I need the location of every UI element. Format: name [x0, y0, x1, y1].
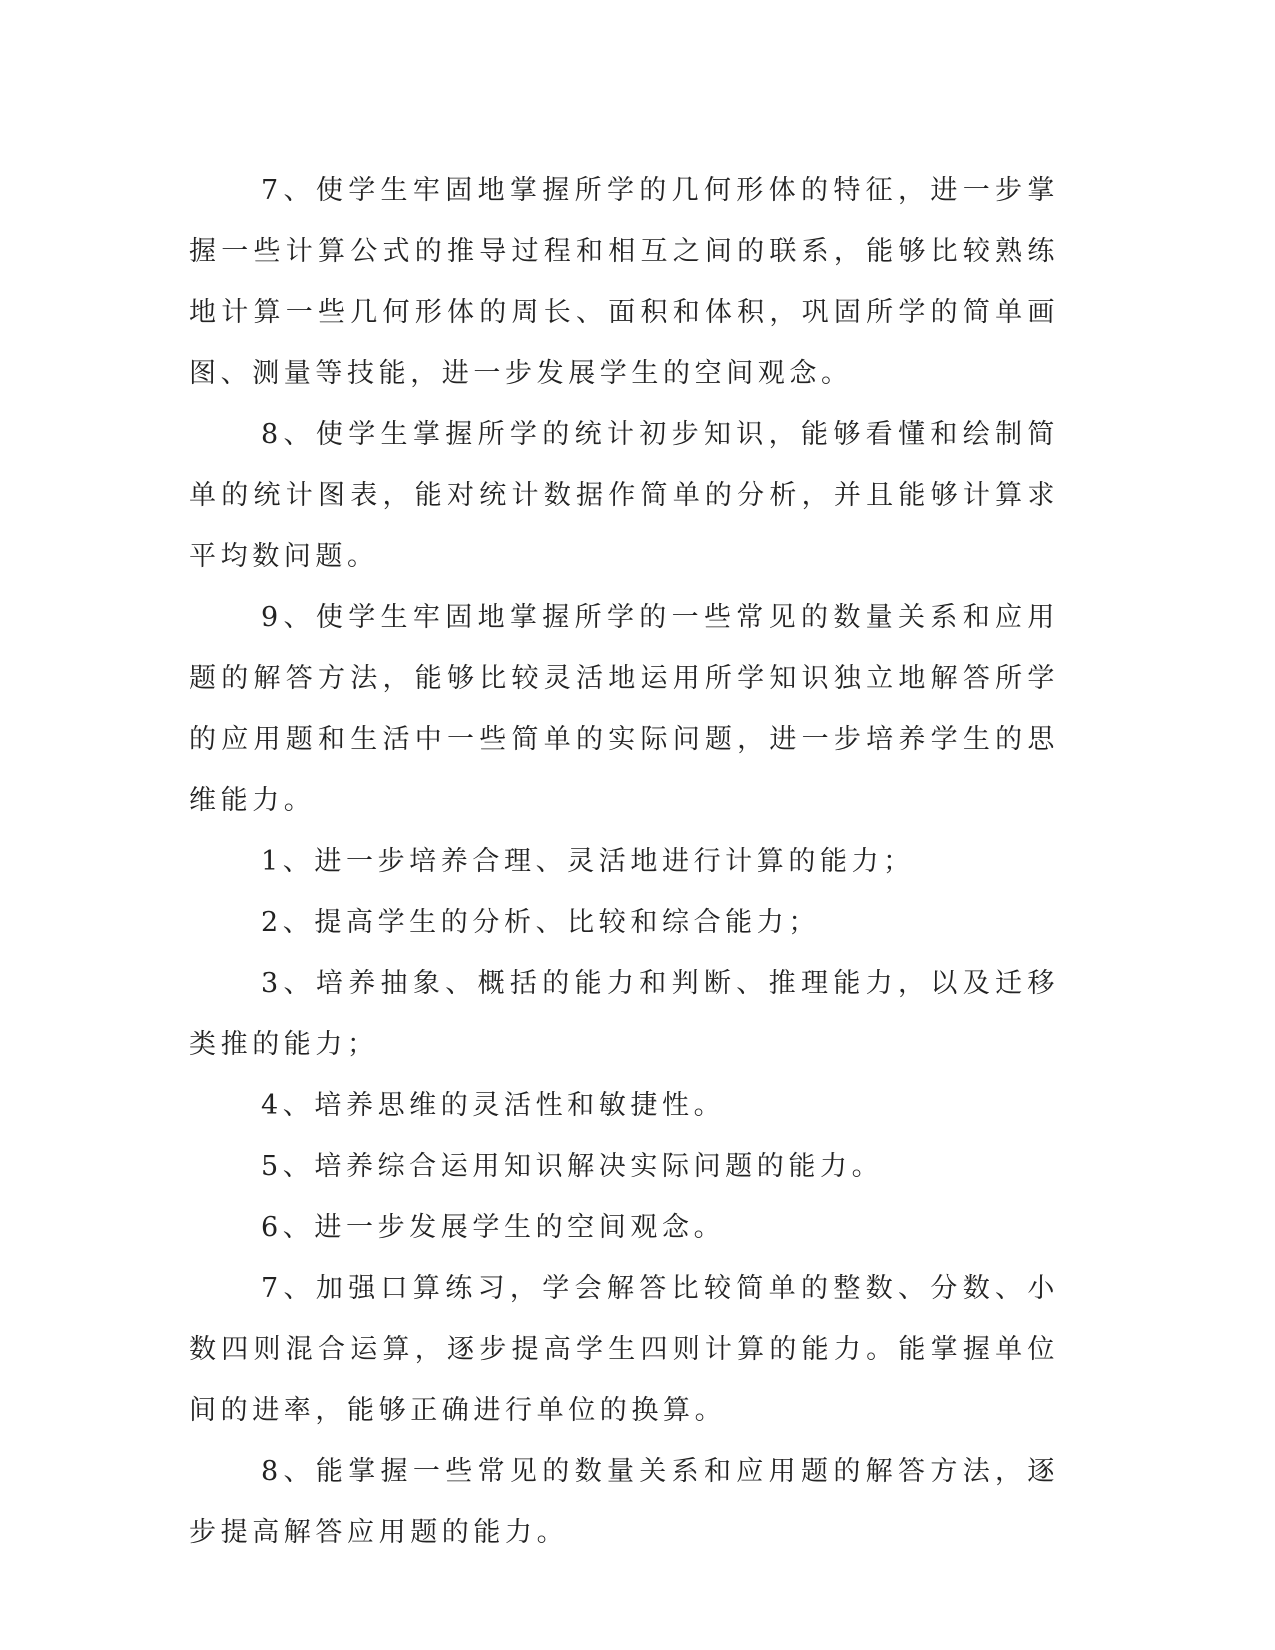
- paragraph-spatial-concept: 6、进一步发展学生的空间观念。: [261, 1212, 726, 1243]
- paragraph-word-problems-goal: 9、使学生牢固地掌握所学的一些常见的数量关系和应用题的解答方法，能够比较灵活地运用所学知识独立地解答所学的应用题和生活中一些简单的实际问题，进一步培养学生的思维能力。: [189, 602, 1059, 816]
- paragraph-abstraction-ability: 3、培养抽象、概括的能力和判断、推理能力，以及迁移类推的能力；: [189, 968, 1059, 1060]
- paragraph-oral-arithmetic: 7、加强口算练习，学会解答比较简单的整数、分数、小数四则混合运算，逐步提高学生四则计算的能力。能掌握单位间的进率，能够正确进行单位的换算。: [189, 1273, 1059, 1426]
- paragraph-analysis-ability: 2、提高学生的分析、比较和综合能力；: [261, 907, 820, 938]
- paragraph-statistics-goal: 8、使学生掌握所学的统计初步知识，能够看懂和绘制简单的统计图表，能对统计数据作简单的分析，并且能够计算求平均数问题。: [189, 419, 1059, 572]
- document-body: [189, 160, 1059, 1563]
- paragraph-quantity-relations: 8、能掌握一些常见的数量关系和应用题的解答方法，逐步提高解答应用题的能力。: [189, 1456, 1059, 1548]
- paragraph-geometry-goal: 7、使学生牢固地掌握所学的几何形体的特征，进一步掌握一些计算公式的推导过程和相互之间的联系，能够比较熟练地计算一些几何形体的周长、面积和体积，巩固所学的简单画图、测量等技能，进一步发展学生的空间观念。: [189, 175, 1059, 389]
- paragraph-applied-knowledge: 5、培养综合运用知识解决实际问题的能力。: [261, 1151, 884, 1182]
- paragraph-calculation-ability: 1、进一步培养合理、灵活地进行计算的能力；: [261, 846, 915, 877]
- paragraph-thinking-flexibility: 4、培养思维的灵活性和敏捷性。: [261, 1090, 726, 1121]
